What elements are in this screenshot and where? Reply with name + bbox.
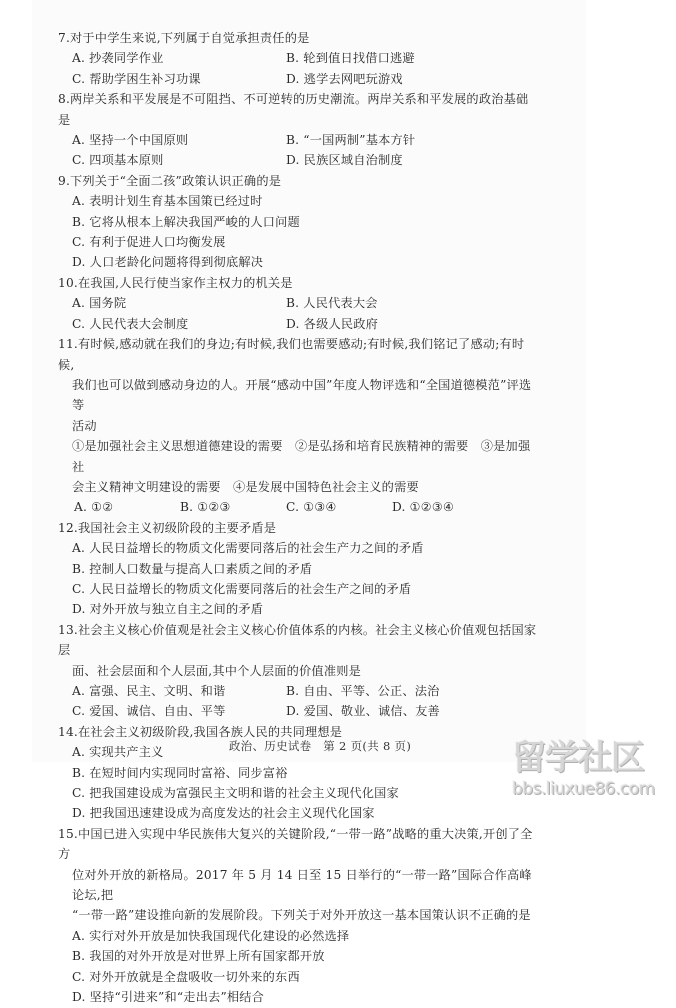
option-d: D. 逃学去网吧玩游戏 — [286, 71, 403, 86]
option-b: B. 我国的对外开放是对世界上所有国家都开放 — [72, 949, 325, 964]
option-b: B. 控制人口数量与提高人口素质之间的矛盾 — [72, 561, 313, 576]
option-d: D. 爱国、敬业、诚信、友善 — [286, 704, 440, 719]
statements — [58, 436, 538, 497]
question-stem: 12.我国社会主义初级阶段的主要矛盾是 — [58, 520, 277, 535]
question-8 — [58, 89, 538, 171]
question-10 — [58, 273, 538, 334]
watermark-title: 留学社区 — [512, 738, 644, 778]
option-a: A. 坚持一个中国原则 — [72, 133, 189, 148]
option-c: C. 人民日益增长的物质文化需要同落后的社会生产之间的矛盾 — [72, 581, 412, 596]
question-stem: 15.中国已进入实现中华民族伟大复兴的关键阶段,“一带一路”战略的重大决策,开创了全方 — [58, 826, 533, 862]
options — [58, 926, 538, 1008]
question-stem: 8.两岸关系和平发展是不可阻挡、不可逆转的历史潮流。两岸关系和平发展的政治基础是 — [58, 92, 529, 127]
option-a: A. ①② — [74, 500, 114, 515]
option-b: B. “一国两制”基本方针 — [286, 133, 416, 148]
options — [58, 681, 538, 722]
question-7 — [58, 28, 538, 89]
option-d: D. 各级人民政府 — [286, 316, 379, 331]
option-a: A. 人民日益增长的物质文化需要同落后的社会生产力之间的矛盾 — [72, 541, 424, 556]
option-a: A. 富强、民主、文明、和谐 — [72, 684, 226, 698]
watermark-logo — [512, 738, 672, 806]
option-b: B. 在短时间内实现同时富裕、同步富裕 — [72, 765, 288, 780]
question-stem: 11.有时候,感动就在我们的身边;有时候,我们也需要感动;有时候,我们铭记了感动;有时候, — [58, 337, 525, 372]
options — [58, 130, 538, 171]
option-c: C. 把我国建设成为富强民主文明和谐的社会主义现代化国家 — [72, 786, 399, 801]
option-b: B. 轮到值日找借口逃避 — [286, 51, 415, 66]
question-13 — [58, 620, 538, 722]
option-a: A. 实行对外开放是加快我国现代化建设的必然选择 — [72, 928, 350, 943]
question-11 — [58, 334, 538, 518]
question-9 — [58, 171, 538, 273]
option-d: D. ①②③④ — [392, 500, 455, 515]
question-list — [58, 28, 538, 1008]
question-stem-continued: “一带一路”建设推向新的发展阶段。下列关于对外开放这一基本国策认识不正确的是 — [72, 908, 531, 923]
option-b: B. 自由、平等、公正、法治 — [286, 684, 440, 698]
option-a: A. 表明计划生育基本国策已经过时 — [72, 194, 263, 209]
statement-line: 会主义精神文明建设的需要 ④是发展中国特色社会主义的需要 — [72, 479, 419, 494]
option-b: B. 人民代表大会 — [286, 296, 378, 311]
question-stem: 14.在社会主义初级阶段,我国各族人民的共同理想是 — [58, 724, 343, 739]
option-c: C. 爱国、诚信、自由、平等 — [72, 704, 226, 719]
question-stem-continued: 活动 — [72, 418, 97, 433]
statement-line: ①是加强社会主义思想道德建设的需要 ②是弘扬和培育民族精神的需要 ③是加强社 — [72, 439, 531, 474]
option-d: D. 民族区域自治制度 — [286, 153, 403, 168]
option-d: D. 人口老龄化问题将得到彻底解决 — [72, 255, 264, 270]
question-stem: 9.下列关于“全面二孩”政策认识正确的是 — [58, 173, 282, 188]
option-c: C. 人民代表大会制度 — [72, 316, 189, 331]
option-c: C. 有利于促进人口均衡发展 — [72, 235, 226, 250]
options — [58, 497, 538, 517]
question-stem: 13.社会主义核心价值观是社会主义核心价值体系的内核。社会主义核心价值观包括国家层 — [58, 622, 537, 658]
option-c: C. ①③④ — [286, 500, 337, 515]
question-stem-continued: 面、社会层面和个人层面,其中个人层面的价值准则是 — [72, 663, 361, 678]
question-stem-continued: 我们也可以做到感动身边的人。开展“感动中国”年度人物评选和“全国道德模范”评选等 — [72, 377, 532, 413]
options — [58, 293, 538, 334]
option-d: D. 坚持“引进来”和“走出去”相结合 — [72, 990, 265, 1005]
question-stem-continued: 位对外开放的新格局。2017 年 5 月 14 日至 15 日举行的“一带一路”国际合作高峰论坛,把 — [72, 867, 532, 903]
options — [58, 538, 538, 620]
options — [58, 48, 538, 89]
watermark-url: bbs.liuxue86.com — [512, 779, 655, 799]
question-12 — [58, 518, 538, 620]
question-stem: 10.在我国,人民行使当家作主权力的机关是 — [58, 275, 293, 290]
option-d: D. 对外开放与独立自主之间的矛盾 — [72, 602, 264, 617]
option-a: A. 抄袭同学作业 — [72, 51, 164, 66]
option-a: A. 国务院 — [72, 296, 127, 311]
option-c: C. 帮助学困生补习功课 — [72, 71, 201, 86]
option-b: B. ①②③ — [180, 500, 231, 515]
option-c: C. 对外开放就是全盘吸收一切外来的东西 — [72, 969, 300, 984]
question-15 — [58, 824, 538, 1008]
option-b: B. 它将从根本上解决我国严峻的人口问题 — [72, 214, 300, 229]
options — [58, 191, 538, 273]
question-stem: 7.对于中学生来说,下列属于自觉承担责任的是 — [58, 31, 310, 45]
option-a: A. 实现共产主义 — [72, 745, 164, 760]
option-d: D. 把我国迅速建设成为高度发达的社会主义现代化国家 — [72, 806, 375, 821]
option-c: C. 四项基本原则 — [72, 153, 164, 168]
page-number-label: 政治、历史试卷 第 2 页(共 8 页) — [228, 739, 412, 753]
